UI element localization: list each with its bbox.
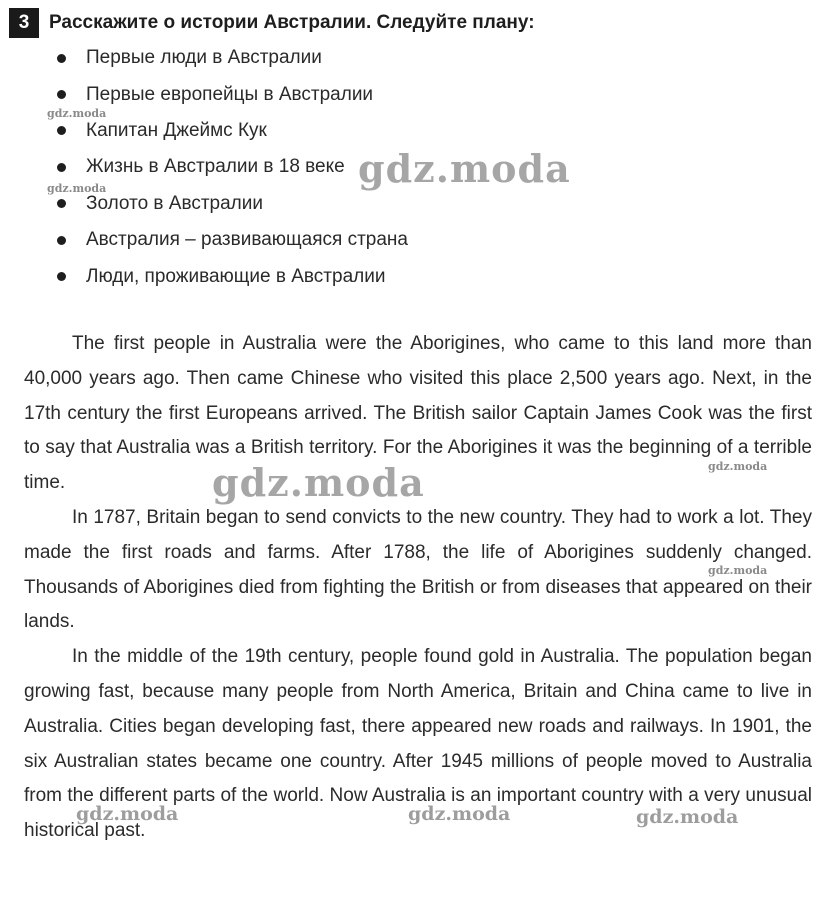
answer-paragraph: The first people in Australia were the Aborigines, who came to this land more than 40,000 years ago. Then came Chinese who visited this place 2,500 years ago. Next, in the 17th century the first Europeans arrived. The British sailor Captain James Cook was the first to say that Australia was a British territory. For the Aborigines it was the beginning of a terrible time. [24,333,812,494]
plan-item [52,258,408,294]
plan-item [52,40,408,76]
task-header [9,8,535,38]
bullet-icon [57,90,66,99]
bullet-icon [57,126,66,135]
answer-text [24,327,812,849]
plan-item-text: Первые люди в Австралии [86,47,322,69]
plan-item-text: Первые европейцы в Австралии [86,83,374,105]
watermark: gdz.moda [358,146,571,191]
watermark: gdz.moda [212,460,425,505]
plan-item [52,113,408,149]
watermark: gdz.moda [76,803,179,825]
plan-item-text: Австралия – развивающаяся страна [86,229,408,251]
plan-item-text: Жизнь в Австралии в 18 веке [86,156,345,178]
watermark: gdz.moda [408,803,511,825]
bullet-icon [57,54,66,63]
watermark: gdz.moda [47,107,107,120]
watermark: gdz.moda [708,564,768,577]
task-number-badge: 3 [9,8,39,38]
watermark: gdz.moda [708,460,768,473]
plan-item [52,186,408,222]
answer-paragraph: In 1787, Britain began to send convicts to the new country. They had to work a lot. They made the first roads and farms. After 1788, the life of Aborigines suddenly changed. Thousands of Aborigines died from fighting the British or from diseases that appeared on their lands. [24,506,812,633]
watermark: gdz.moda [636,806,739,828]
plan-item-text: Люди, проживающие в Австралии [86,265,386,287]
bullet-icon [57,236,66,245]
bullet-icon [57,272,66,281]
plan-item [52,149,408,185]
plan-item [52,76,408,112]
plan-item [52,222,408,258]
plan-item-text: Капитан Джеймс Кук [86,119,267,141]
plan-list [52,40,408,295]
bullet-icon [57,199,66,208]
watermark: gdz.moda [47,182,107,195]
task-instruction: Расскажите о истории Австралии. Следуйте плану: [49,12,535,33]
answer-paragraph: In the middle of the 19th century, people found gold in Australia. The population began growing fast, because many people from North America, Britain and China came to live in Australia. Cities began developing fast, there appeared new roads and railways. In 1901, the six Australian states became one country. After 1945 millions of people moved to Australia from the different parts of the world. Now Australia is an important country with a very unusual historical past. [24,646,812,842]
plan-item-text: Золото в Австралии [86,192,263,214]
bullet-icon [57,163,66,172]
